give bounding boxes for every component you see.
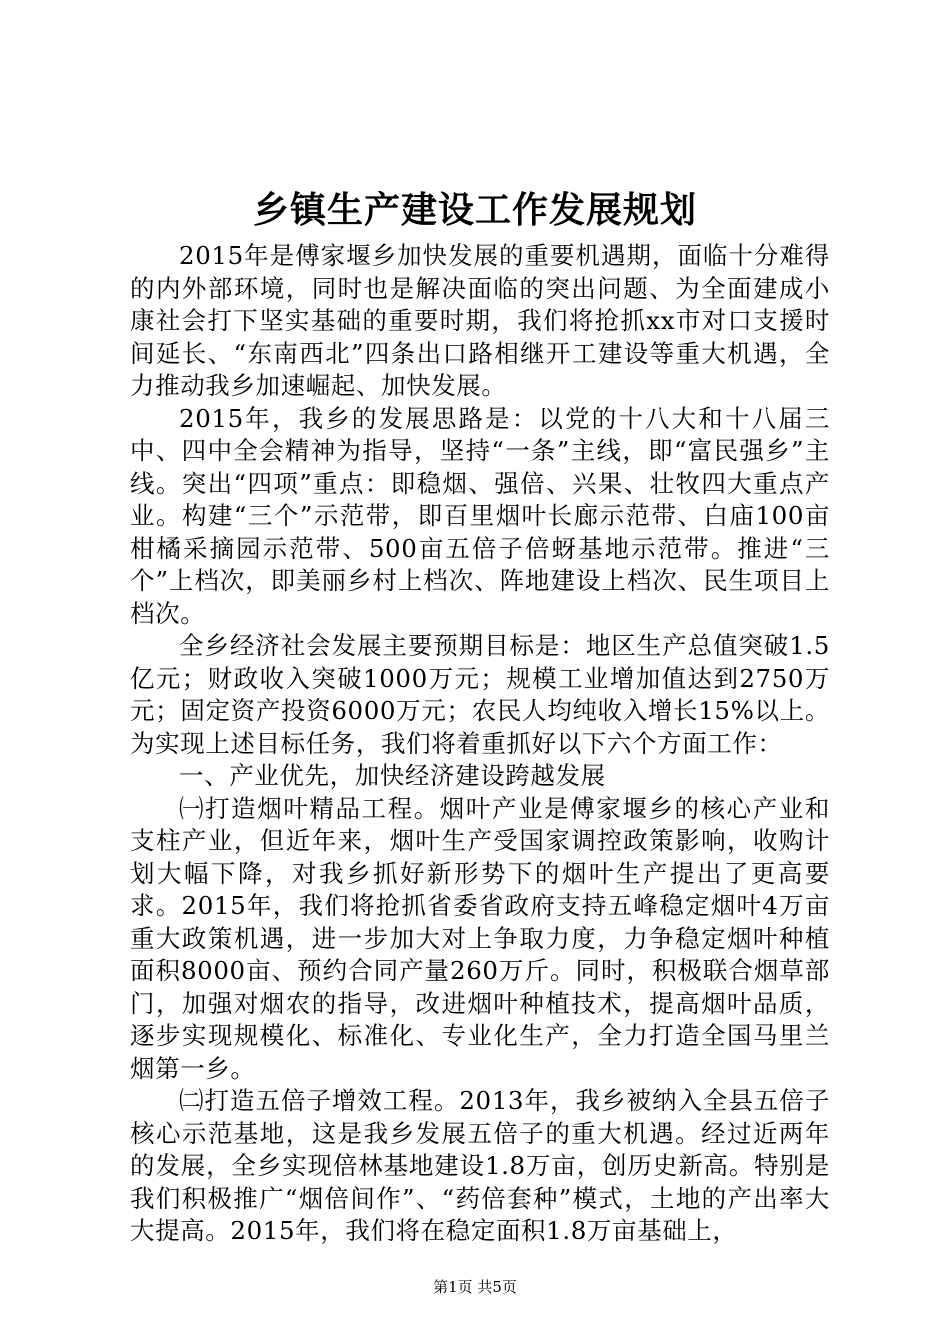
document-title: 乡镇生产建设工作发展规划 [252,189,697,231]
paragraph-development-ideas: 2015年，我乡的发展思路是：以党的十八大和十八届三中、四中全会精神为指导，坚持“一条”主线，即“富民强乡”主线。突出“四项”重点：即稳烟、强倍、兴果、壮牧四大重点产业。构建“三个”示范带，即百里烟叶长廊示范带、白庙100亩柑橘采摘园示范带、500亩五倍子倍蚜基地示范带。推进“三个”上档次，即美丽乡村上档次、阵地建设上档次、民生项目上档次。 [130,403,830,628]
paragraph-targets: 全乡经济社会发展主要预期目标是：地区生产总值突破1.5亿元；财政收入突破1000万元；规模工业增加值达到2750万元；固定资产投资6000万元；农民人均纯收入增长15%以上。为实现上述目标任务，我们将着重抓好以下六个方面工作： [130,631,830,758]
page-footer: 第1页 共5页 [433,1278,517,1296]
paragraph-tobacco-project: ㈠打造烟叶精品工程。烟叶产业是傅家堰乡的核心产业和支柱产业，但近年来，烟叶生产受国家调控政策影响，收购计划大幅下降，对我乡抓好新形势下的烟叶生产提出了更高要求。2015年，我们将抢抓省委省政府支持五峰稳定烟叶4万亩重大政策机遇，进一步加大对上争取力度，力争稳定烟叶种植面积8000亩、预约合同产量260万斤。同时，积极联合烟草部门，加强对烟农的指导，改进烟叶种植技术，提高烟叶品质，逐步实现规模化、标准化、专业化生产，全力打造全国马里兰烟第一乡。 [130,793,830,1083]
paragraph-gallnut-project: ㈡打造五倍子增效工程。2013年，我乡被纳入全县五倍子核心示范基地，这是我乡发展五倍子的重大机遇。经过近两年的发展，全乡实现倍林基地建设1.8万亩，创历史新高。特别是我们积极推广“烟倍间作”、“药倍套种”模式，土地的产出率大大提高。2015年，我们将在稳定面积1.8万亩基础上， [130,1086,830,1245]
document-body [130,240,830,1248]
paragraph-intro: 2015年是傅家堰乡加快发展的重要机遇期，面临十分难得的内外部环境，同时也是解决面临的突出问题、为全面建成小康社会打下坚实基础的重要时期，我们将抢抓xx市对口支援时间延长、“东南西北”四条出口路相继开工建设等重大机遇，全力推动我乡加速崛起、加快发展。 [130,241,830,400]
section-heading-industry: 一、产业优先，加快经济建设跨越发展 [179,761,606,790]
